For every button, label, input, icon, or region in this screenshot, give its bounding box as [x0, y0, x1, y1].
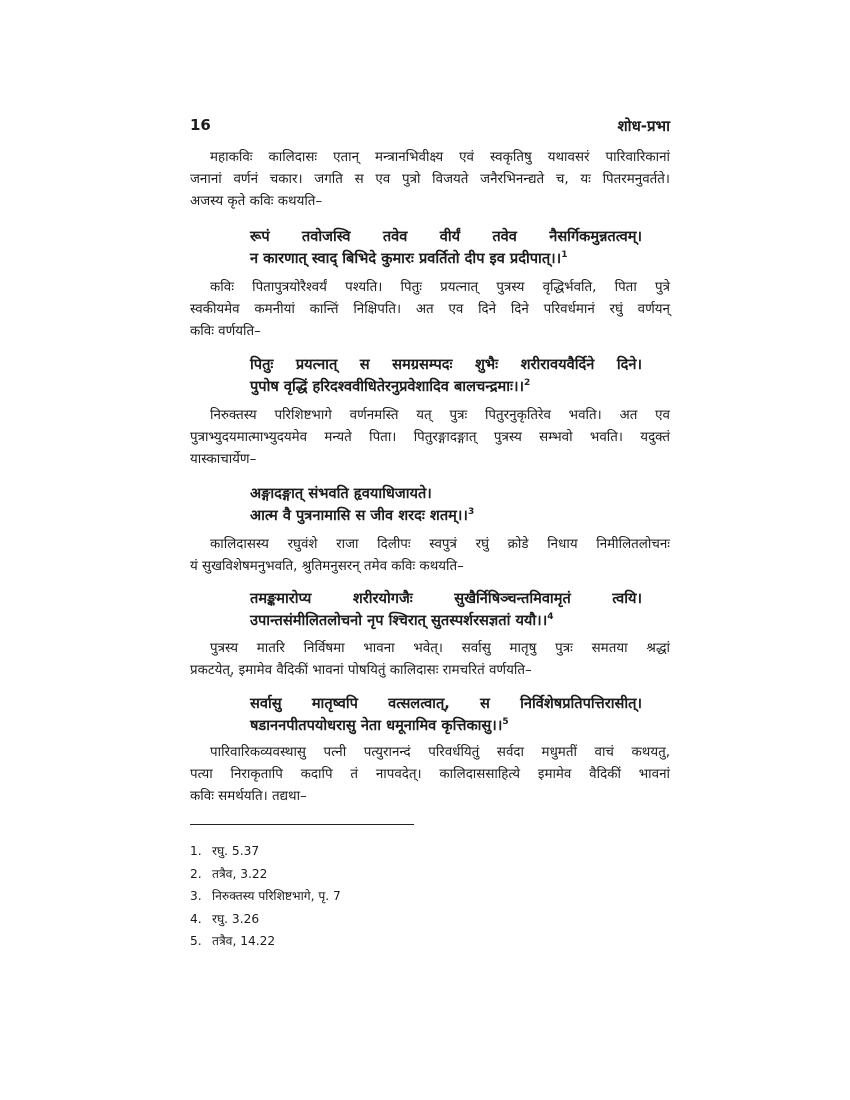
paragraph-line: पुत्राभ्युदयमात्माभ्युदयमेव मन्यते पिता। पितुरङ्गादङ्गात् पुत्रस्य सम्भवो भवति। यदुक्तं — [190, 430, 670, 445]
verse-3 — [250, 483, 642, 527]
book-page — [190, 0, 670, 1100]
verse-line: तमङ्कमारोप्य शरीरयोगजैः सुखैर्निषिञ्चन्तमिवामृतं त्वयि। — [250, 590, 642, 607]
running-title: शोध-प्रभा — [617, 117, 670, 135]
paragraph-5 — [190, 638, 670, 682]
paragraph-line: पुत्रस्य मातरि निर्विषमा भावना भवेत्। सर्वासु मातृषु पुत्रः समतया श्रद्धां — [210, 641, 670, 656]
paragraph-2 — [190, 277, 670, 343]
verse-line — [250, 376, 642, 398]
footnote-item — [190, 863, 341, 886]
paragraph-line: कविः समर्थयति। तद्यथा– — [190, 789, 307, 804]
paragraph-line: यं सुखविशेषमनुभवति, श्रुतिमनुसरन् तमेव कविः कथयति– — [190, 559, 464, 574]
footnote-text: रघु. 3.26 — [212, 911, 260, 926]
paragraph-6 — [190, 742, 670, 808]
verse-line: अङ्गादङ्गात् संभवति हृवयाधिजायते। — [250, 485, 432, 502]
footnote-text: तत्रैव, 14.22 — [212, 934, 276, 948]
paragraph-line: कविः वर्णयति– — [190, 324, 261, 339]
verse-2 — [250, 354, 642, 398]
paragraph-line: स्वकीयमेव कमनीयां कान्तिं निक्षिपति। अत एव दिने दिने परिवर्धमानं रघुं वर्णयन् — [190, 302, 670, 317]
footnote-text: निरुक्तस्य परिशिष्टभागे, पृ. 7 — [212, 889, 341, 903]
verse-line — [250, 610, 642, 632]
paragraph-line: अजस्य कृते कविः कथयति– — [190, 194, 323, 209]
footnote-ref: 1 — [561, 250, 568, 261]
footnote-divider — [190, 824, 414, 825]
verse-line-text: षडाननपीतपयोधरासु नेता धमूनामिव कृत्तिकासु।। — [250, 717, 503, 734]
footnote-number: 3. — [190, 889, 202, 903]
verse-line-text: न कारणात् स्वाद् बिभिदे कुमारः प्रवर्तितो दीप इव प्रदीपात्।। — [250, 250, 562, 267]
paragraph-1 — [190, 147, 670, 213]
footnote-text: रघु. 5.37 — [212, 844, 260, 858]
verse-line — [250, 248, 642, 270]
footnote-item — [190, 840, 341, 863]
verse-5 — [250, 693, 642, 737]
footnotes-list — [190, 840, 341, 953]
paragraph-line: पारिवारिकव्यवस्थासु पत्नी पत्युरानन्दं परिवर्धयितुं सर्वदा मधुमतीं वाचं कथयतु, — [210, 745, 670, 760]
verse-line — [250, 715, 642, 737]
paragraph-line: कविः पितापुत्रयोरैश्वर्यं पश्यति। पितुः प्रयत्नात् पुत्रस्य वृद्धिर्भवति, पिता पुत्रे — [210, 280, 670, 295]
footnote-number: 2. — [190, 866, 202, 881]
paragraph-line: महाकविः कालिदासः एतान् मन्त्रानभिवीक्ष्य एवं स्वकृतिषु यथावसरं पारिवारिकानां — [210, 150, 670, 165]
footnote-text: तत्रैव, 3.22 — [212, 866, 268, 881]
paragraph-line: जनानां वर्णनं चकार। जगति स एव पुत्रो विजयते जनैरभिनन्द्यते च, यः पितरमनुवर्तते। — [190, 172, 670, 187]
paragraph-3 — [190, 405, 670, 471]
verse-line-text: पुपोष वृद्धिं हरिदश्ववीधितेरनुप्रवेशादिव बालचन्द्रमाः।। — [250, 378, 525, 395]
verse-line: सर्वासु मातृष्वपि वत्सलत्वात्, स निर्विशेषप्रतिपत्तिरासीत्। — [250, 695, 642, 712]
page-number: 16 — [190, 116, 211, 134]
paragraph-line: कालिदासस्य रघुवंशे राजा दिलीपः स्वपुत्रं रघुं क्रोडे निधाय निमीलितलोचनः — [210, 537, 670, 552]
footnote-number: 4. — [190, 911, 202, 926]
paragraph-line: निरुक्तस्य परिशिष्टभागे वर्णनमस्ति यत् पुत्रः पितुरनुकृतिरेव भवति। अत एव — [210, 408, 670, 423]
footnote-number: 1. — [190, 844, 202, 858]
footnote-item — [190, 930, 341, 953]
verse-line: रूपं तवोजस्वि तवेव वीर्यं तवेव नैसर्गिकमुन्नतत्वम्। — [250, 228, 642, 245]
verse-line-text: आत्म वै पुत्रनामासि स जीव शरदः शतम्।। — [250, 507, 468, 524]
page-header — [190, 116, 670, 138]
verse-1 — [250, 226, 642, 270]
footnote-number: 5. — [190, 934, 202, 948]
footnote-ref: 3 — [467, 507, 475, 518]
verse-4 — [250, 588, 642, 632]
verse-line-text: उपान्तसंमीलितलोचनो नृप श्चिरात् सुतस्पर्शरसज्ञतां ययौ।। — [250, 612, 548, 629]
footnote-ref: 2 — [524, 378, 531, 389]
footnote-item — [190, 908, 341, 931]
footnote-item — [190, 885, 341, 908]
paragraph-line: प्रकटयेत्, इमामेव वैदिकीं भावनां पोषयितुं कालिदासः रामचरितं वर्णयति– — [190, 663, 532, 678]
footnote-ref: 4 — [547, 612, 554, 623]
verse-line: पितुः प्रयत्नात् स समग्रसम्पदः शुभैः शरीरावयवैर्दिने दिने। — [250, 356, 642, 373]
paragraph-line: यास्काचार्येण– — [190, 452, 257, 467]
verse-line — [250, 505, 642, 527]
paragraph-4 — [190, 534, 670, 578]
footnote-ref: 5 — [502, 717, 509, 728]
paragraph-line: पत्या निराकृतापि कदापि तं नापवदेत्। कालिदाससाहित्ये इमामेव वैदिकीं भावनां — [190, 767, 670, 782]
